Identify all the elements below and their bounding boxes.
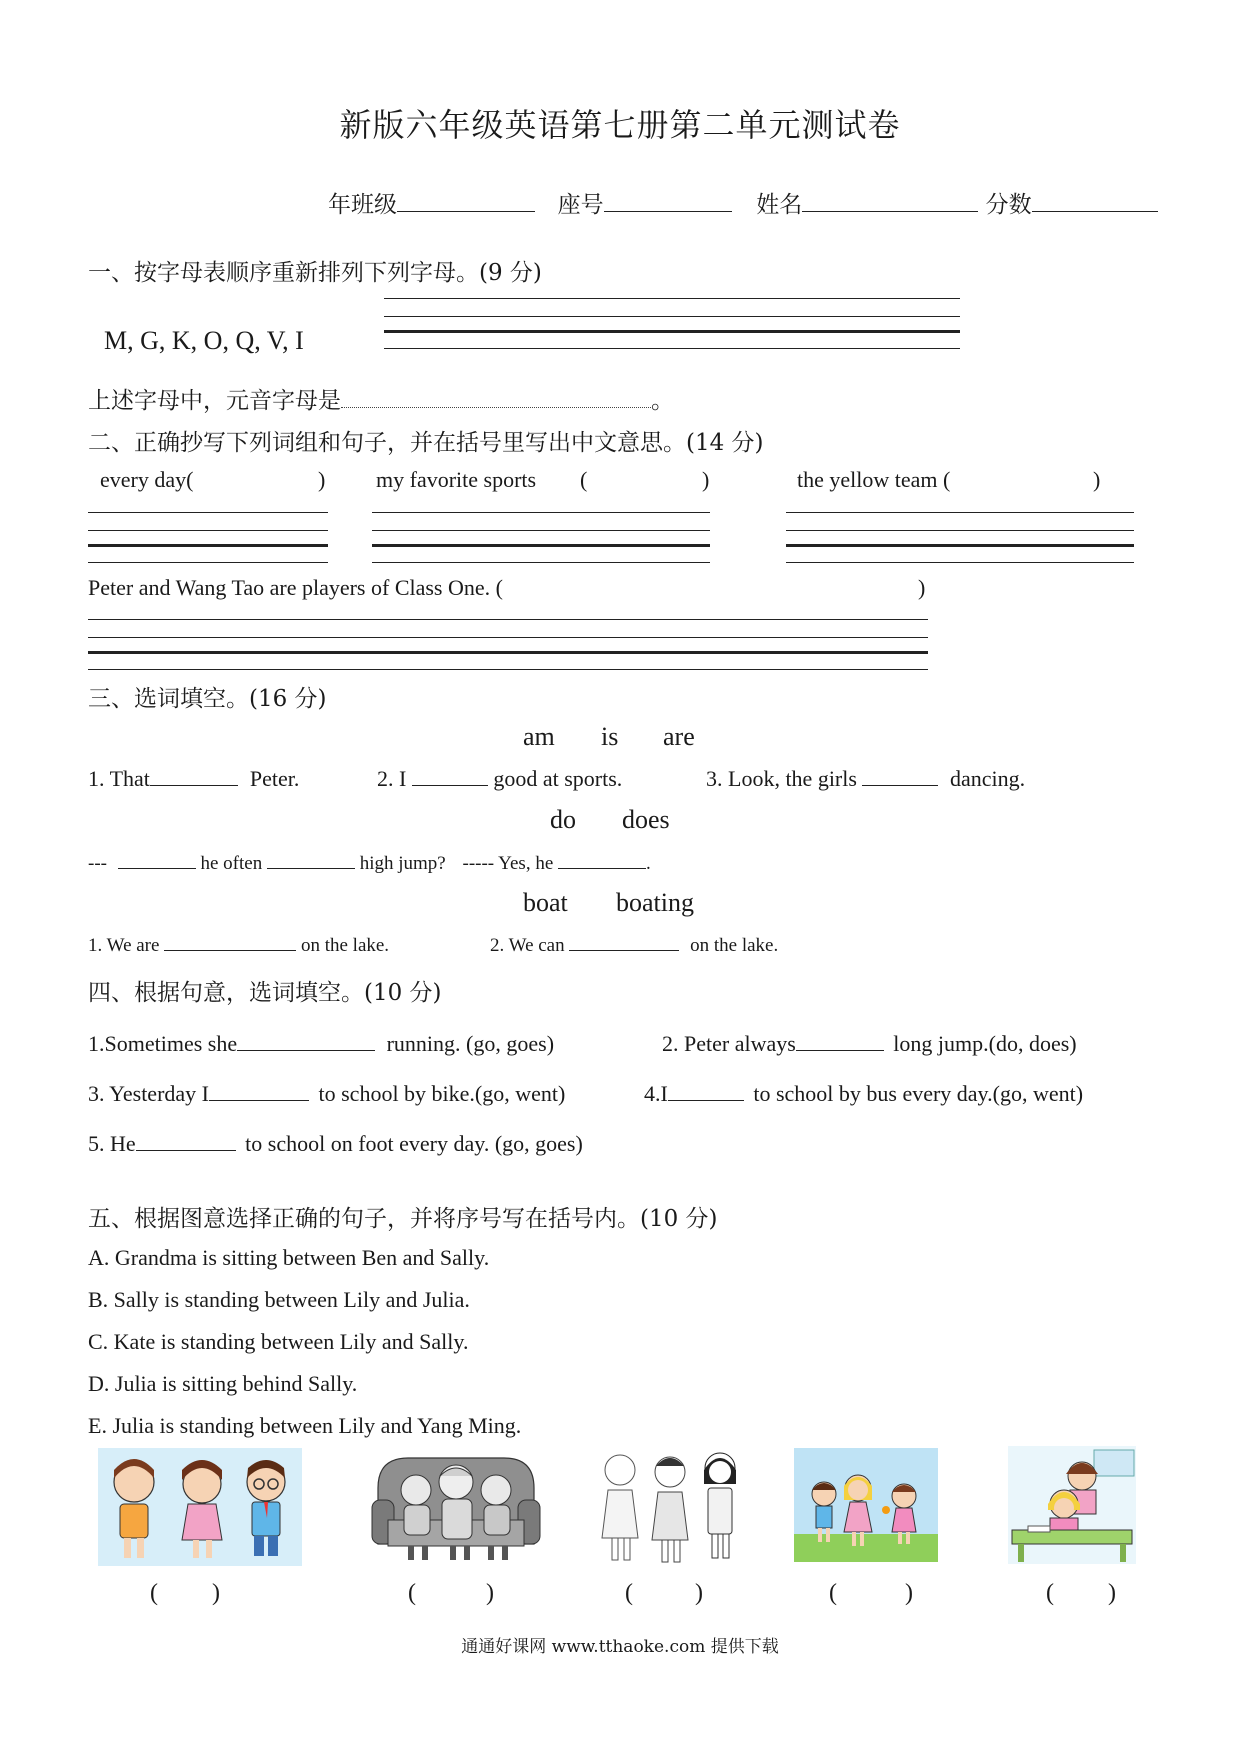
fill-blank[interactable] xyxy=(150,784,238,786)
seat-label: 座号 xyxy=(557,192,604,218)
writing-line xyxy=(786,544,1134,547)
picture-4 xyxy=(794,1448,938,1562)
answer-paren-3[interactable]: ( ) xyxy=(625,1580,703,1606)
writing-line xyxy=(88,637,928,638)
answer-paren-4[interactable]: ( ) xyxy=(829,1580,913,1606)
fill-blank[interactable] xyxy=(267,867,355,869)
score-blank[interactable] xyxy=(1032,210,1158,212)
writing-line[interactable] xyxy=(786,512,1134,513)
picture-1 xyxy=(98,1448,302,1566)
boat-q2-line: 2. We can on the lake. xyxy=(490,935,779,956)
phrase-close-paren: ) xyxy=(318,467,326,492)
fill-blank[interactable] xyxy=(164,949,296,951)
section2-heading: 二、正确抄写下列词组和句子，并在括号里写出中文意思。(14 分) xyxy=(88,430,764,456)
fill-blank[interactable] xyxy=(569,949,679,951)
phrase-my-favorite-sports: my favorite sports xyxy=(376,467,537,492)
fill-blank[interactable] xyxy=(136,1149,236,1151)
class-label: 年班级 xyxy=(328,192,397,218)
writing-line[interactable] xyxy=(372,512,710,513)
fill-blank[interactable] xyxy=(118,867,196,869)
writing-line xyxy=(88,651,928,654)
writing-line xyxy=(384,348,960,349)
name-label: 姓名 xyxy=(756,192,803,218)
do-question-line: --- he often high jump? ----- Yes, he . xyxy=(88,853,651,874)
q4-4-line: 4.I to school by bus every day.(go, went) xyxy=(644,1081,1084,1106)
sentence-close-paren: ) xyxy=(918,575,926,600)
option-c: C. Kate is standing between Lily and Sally. xyxy=(88,1329,469,1354)
option-d: D. Julia is sitting behind Sally. xyxy=(88,1371,358,1396)
fill-blank[interactable] xyxy=(796,1049,884,1051)
picture-2 xyxy=(368,1448,544,1566)
writing-line[interactable] xyxy=(384,298,960,299)
fill-blank[interactable] xyxy=(862,784,938,786)
fill-blank[interactable] xyxy=(668,1099,744,1101)
fill-blank[interactable] xyxy=(237,1049,375,1051)
q3-3-line: 3. Look, the girls dancing. xyxy=(706,766,1026,791)
section4-heading: 四、根据句意，选词填空。(10 分) xyxy=(88,980,442,1006)
letters-to-sort: M, G, K, O, Q, V, I xyxy=(104,326,304,355)
option-a: A. Grandma is sitting between Ben and Sally. xyxy=(88,1245,490,1270)
writing-line xyxy=(384,330,960,333)
q3-1-line: 1. That Peter. xyxy=(88,766,300,791)
page-title: 新版六年级英语第七册第二单元测试卷 xyxy=(339,106,901,144)
q4-1-line: 1.Sometimes she running. (go, goes) xyxy=(88,1031,555,1056)
phrase-open-paren: ( xyxy=(580,467,588,492)
phrase-close-paren: ) xyxy=(702,467,710,492)
writing-line[interactable] xyxy=(88,512,328,513)
fill-blank[interactable] xyxy=(558,867,646,869)
q3-2-line: 2. I good at sports. xyxy=(377,766,623,791)
section3-heading: 三、选词填空。(16 分) xyxy=(88,686,327,712)
option-am: am xyxy=(523,722,555,751)
boat-q1-line: 1. We are on the lake. xyxy=(88,935,390,956)
writing-line xyxy=(88,530,328,531)
answer-paren-1[interactable]: ( ) xyxy=(150,1580,220,1606)
phrase-the-yellow-team: the yellow team ( xyxy=(797,467,951,492)
writing-line xyxy=(88,669,928,670)
picture-5 xyxy=(1008,1446,1136,1564)
seat-blank[interactable] xyxy=(604,210,732,212)
fill-blank[interactable] xyxy=(412,784,488,786)
option-b: B. Sally is standing between Lily and Julia. xyxy=(88,1287,470,1312)
option-e: E. Julia is standing between Lily and Yang Ming. xyxy=(88,1413,522,1438)
writing-line xyxy=(372,544,710,547)
q4-5-line: 5. He to school on foot every day. (go, goes) xyxy=(88,1131,583,1156)
section5-heading: 五、根据图意选择正确的句子，并将序号写在括号内。(10 分) xyxy=(88,1206,718,1232)
option-do: do xyxy=(550,805,576,834)
option-does: does xyxy=(622,805,670,834)
writing-line xyxy=(786,562,1134,563)
writing-line xyxy=(88,562,328,563)
writing-line xyxy=(372,562,710,563)
option-boating: boating xyxy=(616,888,694,917)
writing-line xyxy=(372,530,710,531)
footer-credit: 通通好课网 www.tthaoke.com 提供下载 xyxy=(461,1637,779,1657)
vowel-question xyxy=(88,382,674,415)
writing-line[interactable] xyxy=(88,619,928,620)
writing-line xyxy=(786,530,1134,531)
option-boat: boat xyxy=(523,888,568,917)
student-info-line xyxy=(328,186,1158,219)
option-is: is xyxy=(601,722,619,751)
vowel-blank[interactable] xyxy=(341,406,651,408)
q4-3-line: 3. Yesterday I to school by bike.(go, went) xyxy=(88,1081,566,1106)
writing-line xyxy=(384,316,960,317)
fill-blank[interactable] xyxy=(209,1099,309,1101)
section1-heading: 一、按字母表顺序重新排列下列字母。(9 分) xyxy=(88,260,542,286)
picture-3 xyxy=(590,1446,748,1570)
q4-2-line: 2. Peter always long jump.(do, does) xyxy=(662,1031,1077,1056)
option-are: are xyxy=(663,722,695,751)
answer-paren-5[interactable]: ( ) xyxy=(1046,1580,1116,1606)
phrase-every-day: every day( xyxy=(100,467,194,492)
sentence-to-copy: Peter and Wang Tao are players of Class One. ( xyxy=(88,575,503,600)
class-blank[interactable] xyxy=(397,210,535,212)
phrase-close-paren: ) xyxy=(1093,467,1101,492)
vowel-suffix: 。 xyxy=(651,388,674,414)
vowel-prefix: 上述字母中，元音字母是 xyxy=(88,388,341,414)
answer-paren-2[interactable]: ( ) xyxy=(408,1580,494,1606)
name-blank[interactable] xyxy=(802,210,978,212)
score-label: 分数 xyxy=(985,192,1032,218)
writing-line xyxy=(88,544,328,547)
